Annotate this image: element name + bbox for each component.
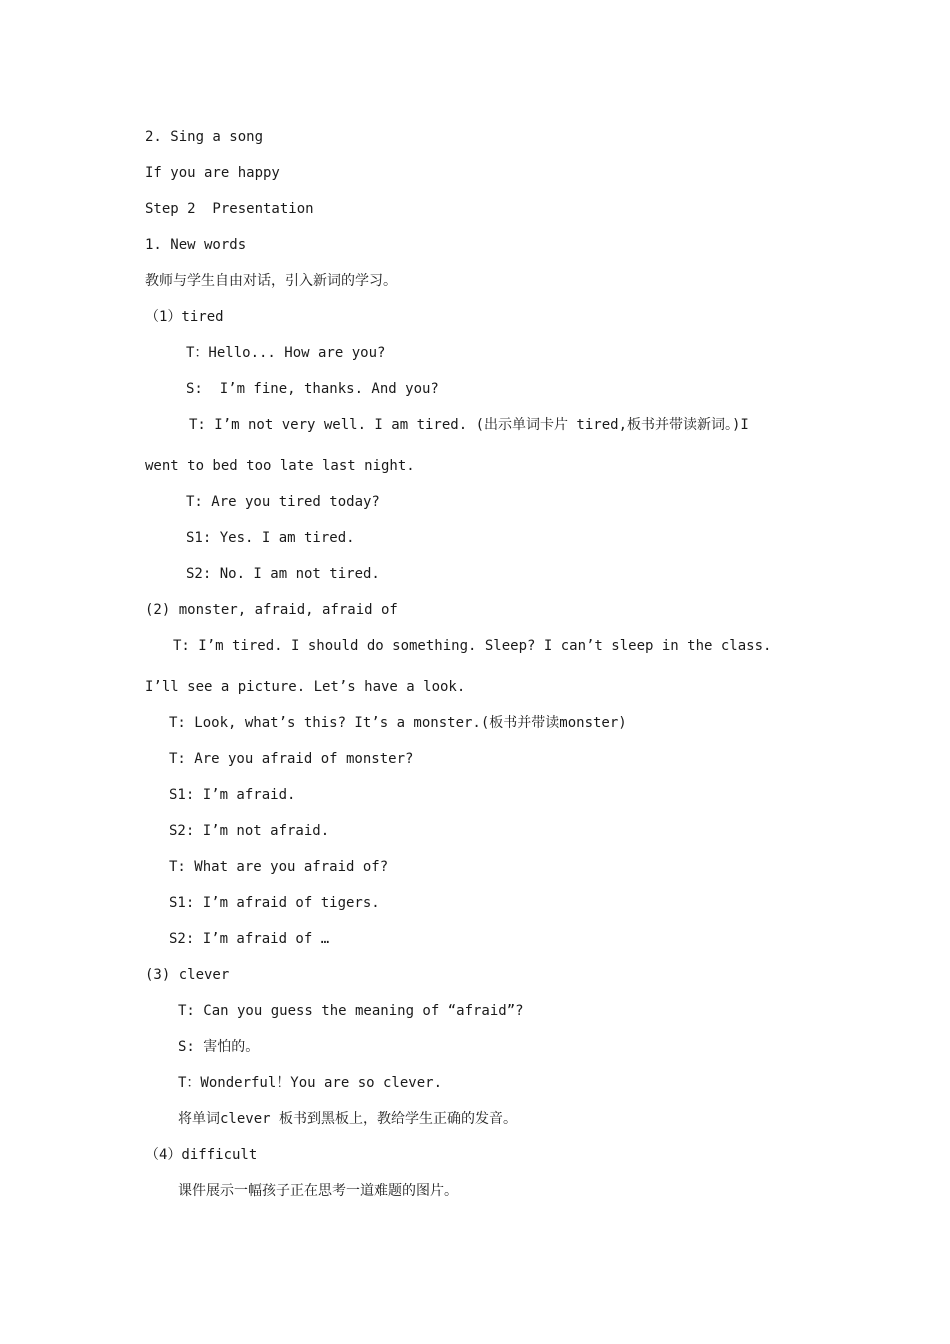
- word-item-difficult: （4）difficult: [145, 1147, 258, 1163]
- dialogue-line: T: I’m tired. I should do something. Sleep? I can’t sleep in the class.: [173, 638, 772, 654]
- instruction-text: 课件展示一幅孩子正在思考一道难题的图片。: [178, 1183, 458, 1199]
- word-item-monster: (2) monster, afraid, afraid of: [145, 602, 398, 618]
- dialogue-line: S: 害怕的。: [178, 1039, 260, 1055]
- dialogue-line-continued: I’ll see a picture. Let’s have a look.: [145, 679, 466, 695]
- step-heading: Step 2 Presentation: [145, 201, 314, 217]
- dialogue-line: T: I’m not very well. I am tired. (出示单词卡片 tired,板书并带读新词。)I: [189, 417, 749, 433]
- step-item-sing-a-song: 2. Sing a song: [145, 129, 264, 145]
- dialogue-line: S2: I’m afraid of …: [169, 931, 330, 947]
- instruction-text: 教师与学生自由对话，引入新词的学习。: [145, 273, 397, 289]
- dialogue-line: T：Hello... How are you?: [186, 345, 386, 361]
- dialogue-line: T: Are you afraid of monster?: [169, 751, 414, 767]
- word-item-tired: （1）tired: [145, 309, 224, 325]
- dialogue-line: S: I’m fine, thanks. And you?: [186, 381, 439, 397]
- dialogue-line: T：Wonderful！You are so clever.: [178, 1075, 443, 1091]
- dialogue-line-continued: went to bed too late last night.: [145, 458, 415, 474]
- dialogue-line: T: What are you afraid of?: [169, 859, 389, 875]
- dialogue-line: S2: No. I am not tired.: [186, 566, 380, 582]
- dialogue-line: T: Can you guess the meaning of “afraid”?: [178, 1003, 524, 1019]
- dialogue-line: S2: I’m not afraid.: [169, 823, 330, 839]
- dialogue-line: S1: I’m afraid.: [169, 787, 296, 803]
- section-heading-new-words: 1. New words: [145, 237, 247, 253]
- dialogue-line: T: Are you tired today?: [186, 494, 380, 510]
- song-title: If you are happy: [145, 165, 280, 181]
- dialogue-line: S1: I’m afraid of tigers.: [169, 895, 380, 911]
- word-item-clever: (3) clever: [145, 967, 230, 983]
- dialogue-line: T: Look, what’s this? It’s a monster.(板书并带读monster): [169, 715, 627, 731]
- dialogue-line: S1: Yes. I am tired.: [186, 530, 355, 546]
- instruction-text: 将单词clever 板书到黑板上，教给学生正确的发音。: [178, 1111, 517, 1127]
